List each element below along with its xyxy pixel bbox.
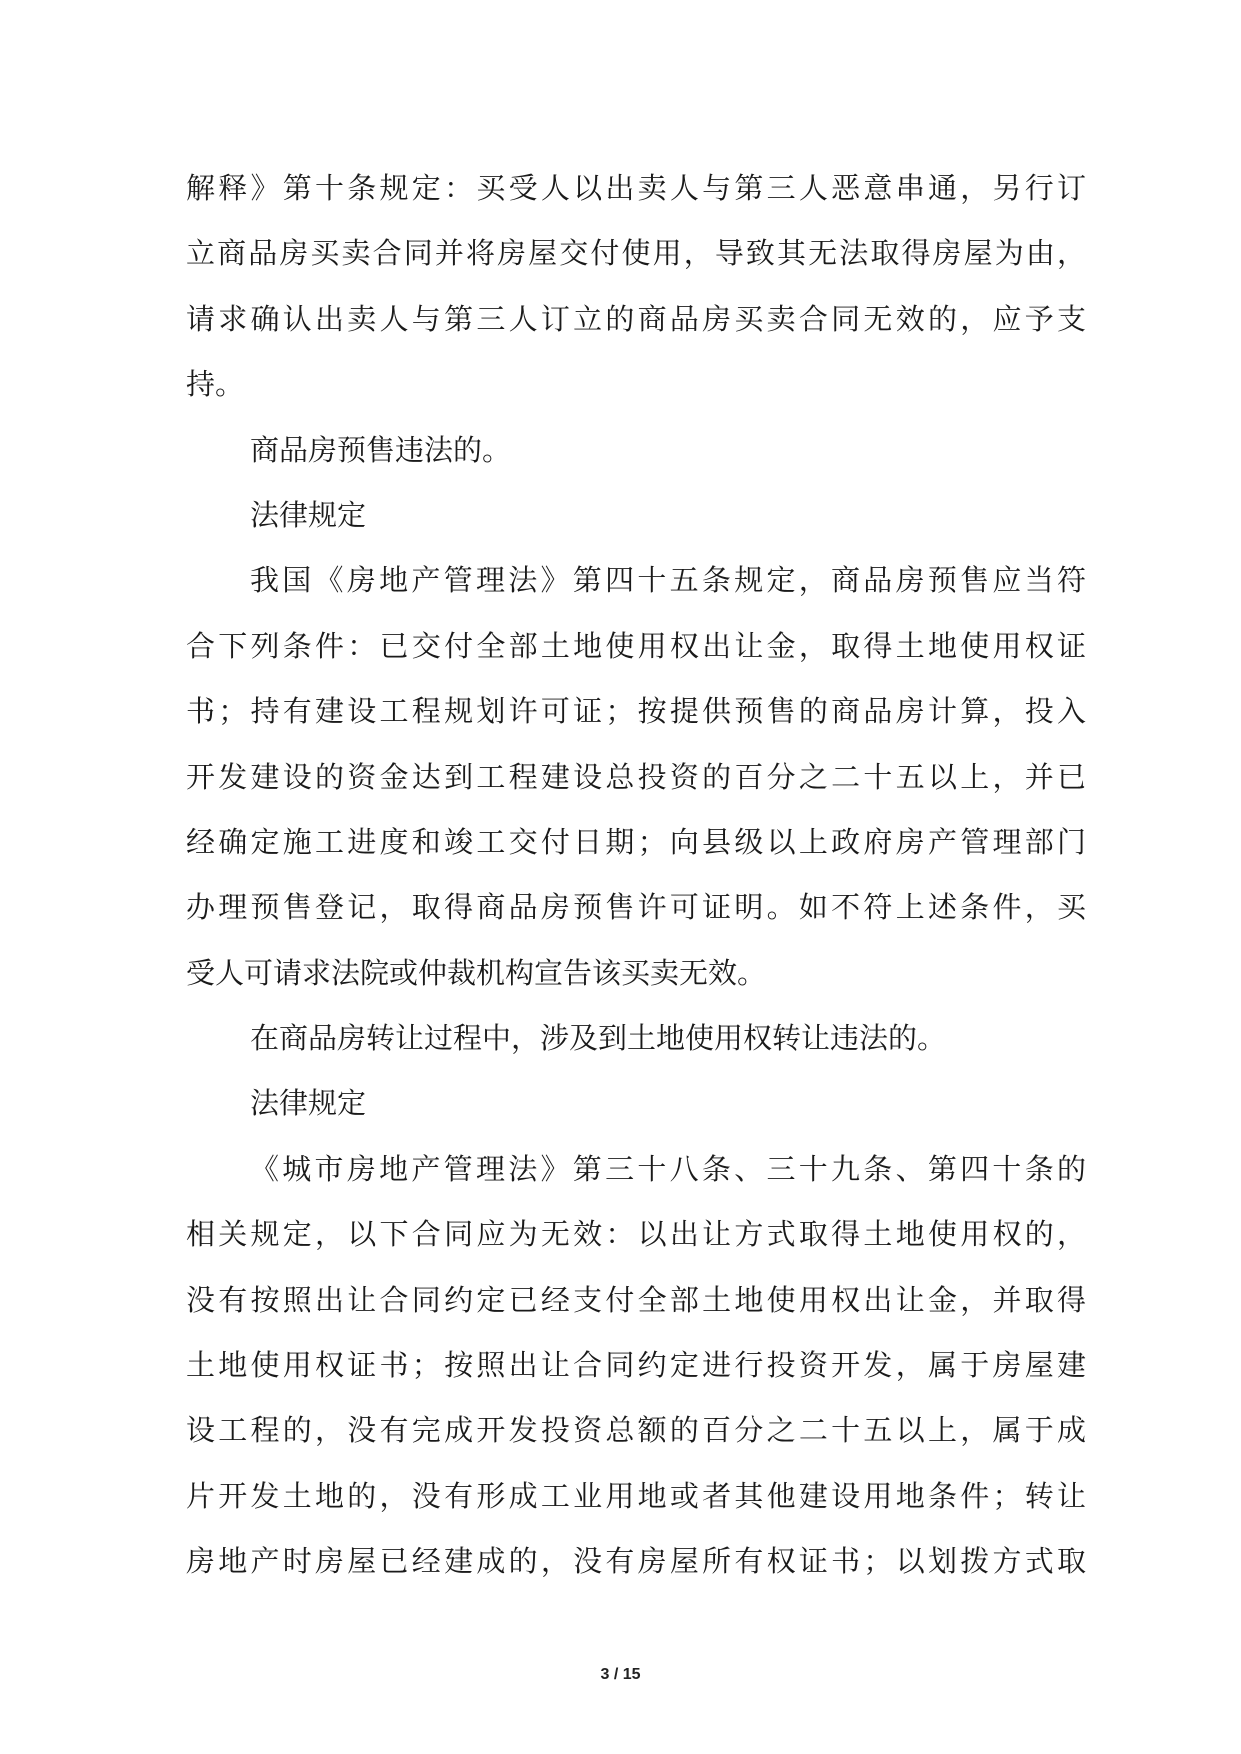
text-line: 持。 bbox=[186, 367, 245, 402]
text-line: 开发建设的资金达到工程建设总投资的百分之二十五以上，并已 bbox=[186, 759, 1086, 794]
text-line: 请求确认出卖人与第三人订立的商品房买卖合同无效的，应予支 bbox=[186, 301, 1086, 336]
text-line: 片开发土地的，没有形成工业用地或者其他建设用地条件；转让 bbox=[186, 1478, 1086, 1513]
text-line: 我国《房地产管理法》第四十五条规定，商品房预售应当符 bbox=[250, 563, 1086, 598]
text-line: 经确定施工进度和竣工交付日期；向县级以上政府房产管理部门 bbox=[186, 824, 1086, 859]
text-line: 解释》第十条规定：买受人以出卖人与第三人恶意串通，另行订 bbox=[186, 171, 1086, 205]
text-line: 设工程的，没有完成开发投资总额的百分之二十五以上，属于成 bbox=[186, 1413, 1086, 1448]
text-line: 法律规定 bbox=[250, 497, 367, 532]
text-line: 相关规定，以下合同应为无效：以出让方式取得土地使用权的， bbox=[186, 1217, 1086, 1252]
text-line: 在商品房转让过程中，涉及到土地使用权转让违法的。 bbox=[250, 1021, 947, 1056]
text-line: 受人可请求法院或仲裁机构宣告该买卖无效。 bbox=[186, 955, 767, 990]
text-line: 法律规定 bbox=[250, 1086, 367, 1121]
body-text bbox=[186, 156, 1086, 1595]
text-line: 房地产时房屋已经建成的，没有房屋所有权证书；以划拨方式取 bbox=[186, 1544, 1086, 1579]
text-line: 商品房预售违法的。 bbox=[250, 432, 512, 467]
text-line: 立商品房买卖合同并将房屋交付使用，导致其无法取得房屋为由， bbox=[186, 236, 1086, 271]
text-line: 《城市房地产管理法》第三十八条、三十九条、第四十条的 bbox=[250, 1151, 1086, 1186]
text-line: 合下列条件：已交付全部土地使用权出让金，取得土地使用权证 bbox=[186, 628, 1086, 663]
text-line: 没有按照出让合同约定已经支付全部土地使用权出让金，并取得 bbox=[186, 1282, 1086, 1317]
text-line: 办理预售登记，取得商品房预售许可证明。如不符上述条件，买 bbox=[186, 890, 1086, 925]
text-line: 土地使用权证书；按照出让合同约定进行投资开发，属于房屋建 bbox=[186, 1348, 1086, 1383]
text-line: 书；持有建设工程规划许可证；按提供预售的商品房计算，投入 bbox=[186, 694, 1086, 729]
page-number: 3 / 15 bbox=[600, 1666, 641, 1683]
